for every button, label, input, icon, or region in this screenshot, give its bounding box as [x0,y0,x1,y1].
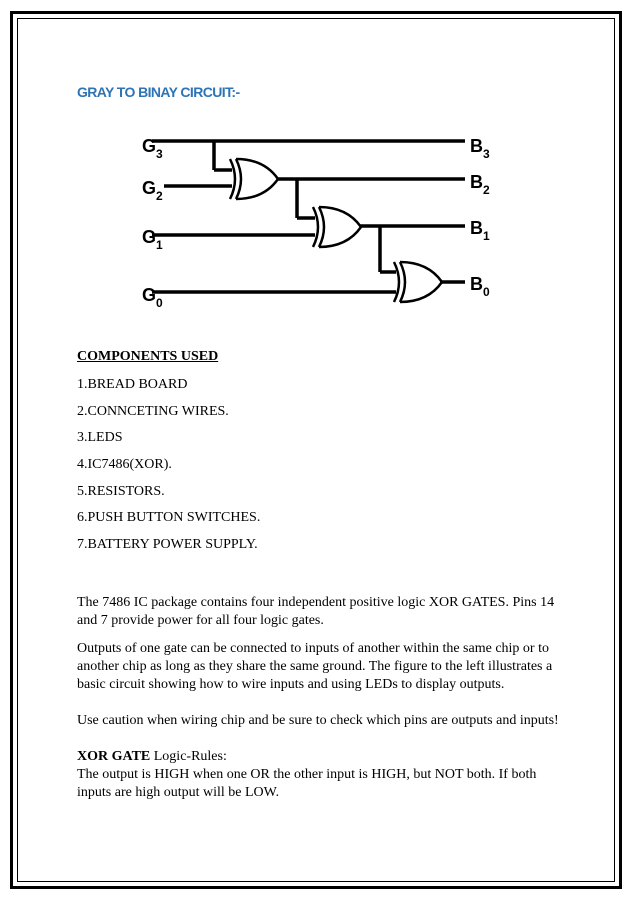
list-item: 6.PUSH BUTTON SWITCHES. [77,510,261,526]
output-label-b2: $B_2$ [470,172,490,197]
page-heading: GRAY TO BINAY CIRCUIT:- [77,84,240,100]
list-item: 2.CONNCETING WIRES. [77,403,229,419]
list-item: 4.IC7486(XOR). [77,457,172,473]
logic-rules-label: Logic-Rules: [150,749,227,764]
paragraph-xor-rule: The output is HIGH when one OR the other input is HIGH, but NOT both. If both inputs are high output will be LOW. [77,767,537,801]
xor-rules-heading [77,748,567,766]
input-label-g3: $G_3$ [142,136,163,161]
input-label-g1: $G_1$ [142,227,163,252]
components-list [77,376,260,563]
output-label-b1: $B_1$ [470,218,490,243]
paragraph-caution: Use caution when wiring chip and be sure to check which pins are outputs and inputs! [77,713,559,728]
xor-gate-icon [313,207,361,247]
input-label-g0: $G_0$ [142,285,163,310]
xor-gate-label: XOR GATE [77,749,151,764]
paragraph-ic-package: The 7486 IC package contains four independent positive logic XOR GATES. Pins 14 and 7 provide power for all four logic gates. [77,595,555,629]
gray-to-binary-circuit-diagram [130,126,510,316]
paragraph-outputs: Outputs of one gate can be connected to inputs of another within the same chip or to another chip as long as they share the same ground. The figure to the left illustrates a basic circuit showing how to wire inputs and using LEDs to display outputs. [77,641,553,693]
input-label-g2: $G_2$ [142,178,163,203]
list-item: 7.BATTERY POWER SUPPLY. [77,537,258,553]
list-item: 3.LEDS [77,430,123,446]
output-label-b3: $B_3$ [470,136,490,161]
xor-gate-icon [394,262,442,302]
output-label-b0: $B_0$ [470,274,490,299]
xor-gate-icon [230,159,278,199]
components-title: COMPONENTS USED [77,349,219,364]
list-item: 1.BREAD BOARD [77,377,188,392]
list-item: 5.RESISTORS. [77,483,165,499]
